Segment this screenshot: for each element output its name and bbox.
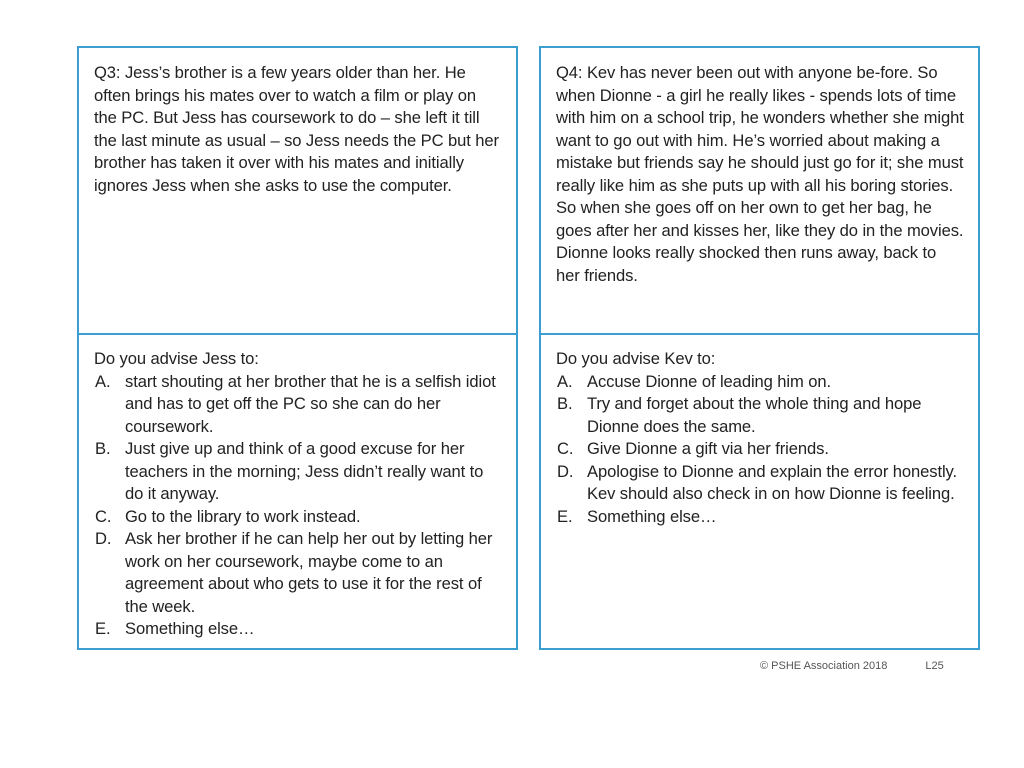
option-text: Something else… xyxy=(125,619,255,638)
option-text: start shouting at her brother that he is a selfish idiot and has to get off the PC so she can do her coursework. xyxy=(125,371,496,436)
option-letter: C. xyxy=(557,439,574,458)
q3-scenario-text: Q3: Jess’s brother is a few years older than her. He often brings his mates over to watch a film or play on the PC. But Jess has coursework to do – she left it till the last minute as usual – so Jess needs the PC but her brother has taken it over with his mates and initially ignores Jess when she asks to use the computer. xyxy=(94,63,499,195)
option-letter: C. xyxy=(95,506,112,526)
q3-option-list xyxy=(94,371,502,641)
option-text: Ask her brother if he can help her out by letting her work on her coursework, maybe come to an agreement about who gets to use it for the rest of the week. xyxy=(125,529,493,616)
option-letter: D. xyxy=(557,461,574,481)
q4-options-card xyxy=(539,333,980,650)
q3-scenario-card xyxy=(77,46,518,335)
option-text: Something else… xyxy=(587,506,717,526)
q3-option-e xyxy=(94,618,502,641)
option-text: Go to the library to work instead. xyxy=(125,506,361,526)
q4-prompt: Do you advise Kev to: xyxy=(556,349,716,368)
q3-option-c xyxy=(94,506,502,529)
option-text: Apologise to Dionne and explain the error honestly. Kev should also check in on how Dionne is feeling. xyxy=(587,461,958,503)
option-letter: A. xyxy=(95,371,111,391)
option-text: Accuse Dionne of leading him on. xyxy=(587,371,832,391)
option-letter: B. xyxy=(95,439,111,458)
q4-option-c xyxy=(556,438,964,461)
option-letter: E. xyxy=(95,619,111,638)
q4-scenario-card xyxy=(539,46,980,335)
q3-option-d xyxy=(94,528,502,618)
q4-option-e xyxy=(556,506,964,529)
q4-option-b xyxy=(556,393,964,438)
q3-prompt: Do you advise Jess to: xyxy=(94,349,259,368)
option-text: Give Dionne a gift via her friends. xyxy=(587,439,829,458)
option-letter: B. xyxy=(557,394,573,413)
q3-option-b xyxy=(94,438,502,506)
option-text: Just give up and think of a good excuse for her teachers in the morning; Jess didn’t really want to do it anyway. xyxy=(125,439,484,503)
option-letter: E. xyxy=(557,506,573,526)
q4-option-a xyxy=(556,371,964,394)
page-footer xyxy=(760,655,990,672)
option-letter: D. xyxy=(95,529,112,548)
option-text: Try and forget about the whole thing and hope Dionne does the same. xyxy=(587,394,922,436)
q3-options-card xyxy=(77,333,518,650)
q3-option-a xyxy=(94,371,502,439)
q4-option-list xyxy=(556,371,964,529)
q4-scenario-text: Q4: Kev has never been out with anyone be-fore. So when Dionne - a girl he really likes - spends lots of time with him on a school trip, he wonders whether she might want to go out with him. He’s worried about making a mistake but friends say he should just go for it; she must really like him as she puts up with all his boring stories. So when she goes off on her own to get her bag, he goes after her and kisses her, like they do in the movies. Dionne looks really shocked then runs away, back to her friends. xyxy=(556,63,964,285)
page-number: L25 xyxy=(925,660,944,672)
option-letter: A. xyxy=(557,371,573,391)
q4-option-d xyxy=(556,461,964,506)
copyright-text: © PSHE Association 2018 xyxy=(760,660,888,672)
